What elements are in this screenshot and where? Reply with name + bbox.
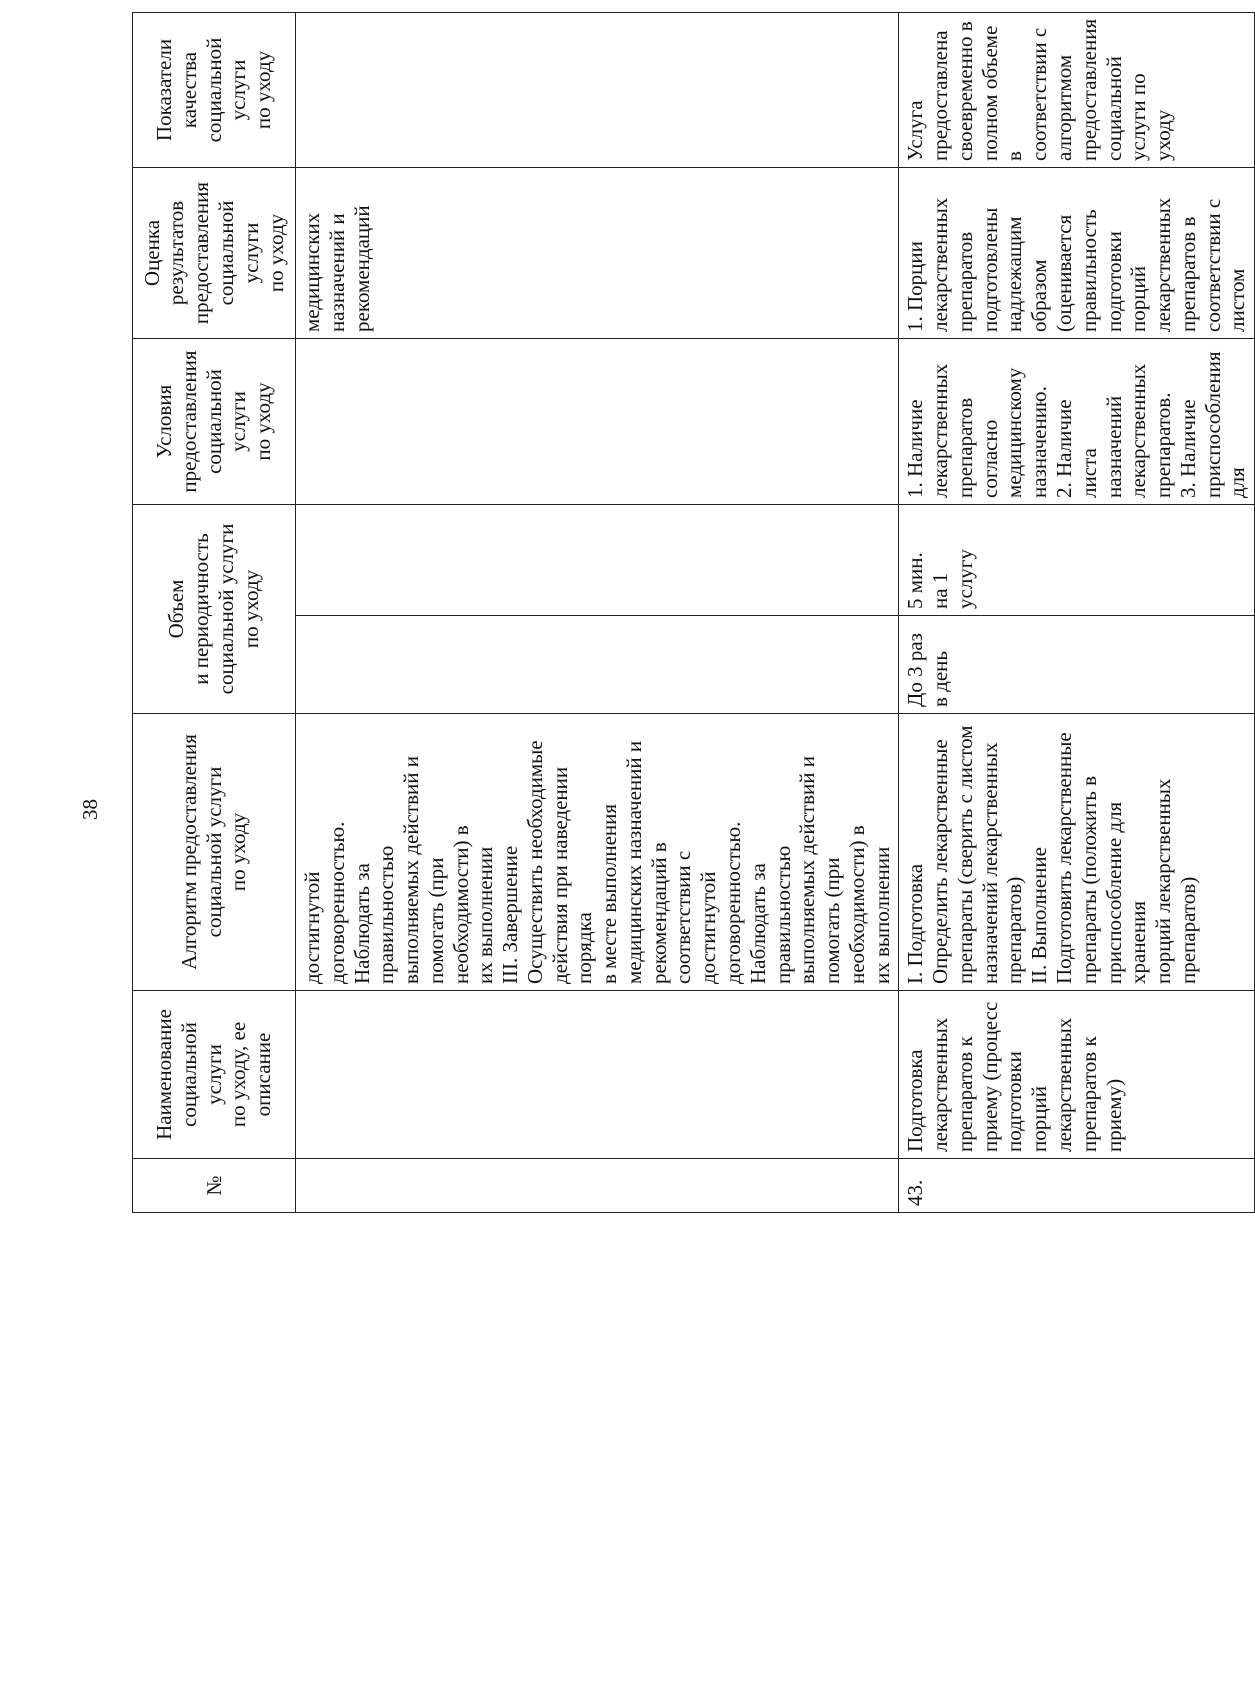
cell-frequency [296,616,899,714]
cell-num: 43. [899,1159,1255,1213]
rotated-table-wrapper [132,13,1250,1213]
cell-evaluation: медицинских назначений и рекомендаций [296,168,899,339]
cell-name: Подготовка лекарственных препаратов к приему (процесс подготовки порций лекарственных препаратов к приему) [899,991,1255,1159]
cell-evaluation: 1. Порции лекарственных препаратов подготовлены надлежащим образом (оценивается правильность подготовки порций лекарственных препаратов в соответствии с листом [899,168,1255,339]
header-algorithm: Алгоритм предоставления социальной услуги по уходу [133,714,296,991]
cell-algorithm: I. Подготовка Определить лекарственные препараты (сверить с листом назначений лекарственных препаратов) II. Выполнение Подготовить лекарственные препараты (положить в приспособление для хранения порций лекарственных препаратов) [899,714,1255,991]
header-volume: Объем и периодичность социальной услуги по уходу [133,505,296,714]
cell-conditions: 1. Наличие лекарственных препаратов согласно медицинскому назначению. 2. Наличие листа назначений лекарственных препаратов. 3. Наличие приспособления для [899,339,1255,505]
cell-quality [296,13,899,168]
page-number: 38 [78,799,102,820]
cell-name [296,991,899,1159]
header-quality: Показатели качества социальной услуги по уходу [133,13,296,168]
cell-quality: Услуга предоставлена своевременно в полном объеме в соответствии с алгоритмом предоставления социальной услуги по уходу [899,13,1255,168]
cell-conditions [296,339,899,505]
header-num: № [133,1159,296,1213]
cell-frequency: До 3 раз в день [899,616,1255,714]
header-name: Наименование социальной услуги по уходу, ее описание [133,991,296,1159]
cell-num [296,1159,899,1213]
header-evaluation: Оценка результатов предоставления социальной услуги по уходу [133,168,296,339]
cell-algorithm: достигнутой договоренностью. Наблюдать за правильностью выполняемых действий и помогать (при необходимости) в их выполнении III. Завершение Осуществить необходимые действия при наведении порядка в месте выполнения медицинских назначений и рекомендаций в соответствии с достигнутой договоренностью. Наблюдать за правильностью выполняемых действий и помогать (при необходимости) в их выполнении [296,714,899,991]
header-conditions: Условия предоставления социальной услуги по уходу [133,339,296,505]
cell-duration [296,505,899,616]
table-header-row [133,13,296,1213]
table-row-service-43 [899,13,1255,1213]
care-services-table [132,12,1255,1213]
cell-duration: 5 мин. на 1 услугу [899,505,1255,616]
table-row-continuation [296,13,899,1213]
